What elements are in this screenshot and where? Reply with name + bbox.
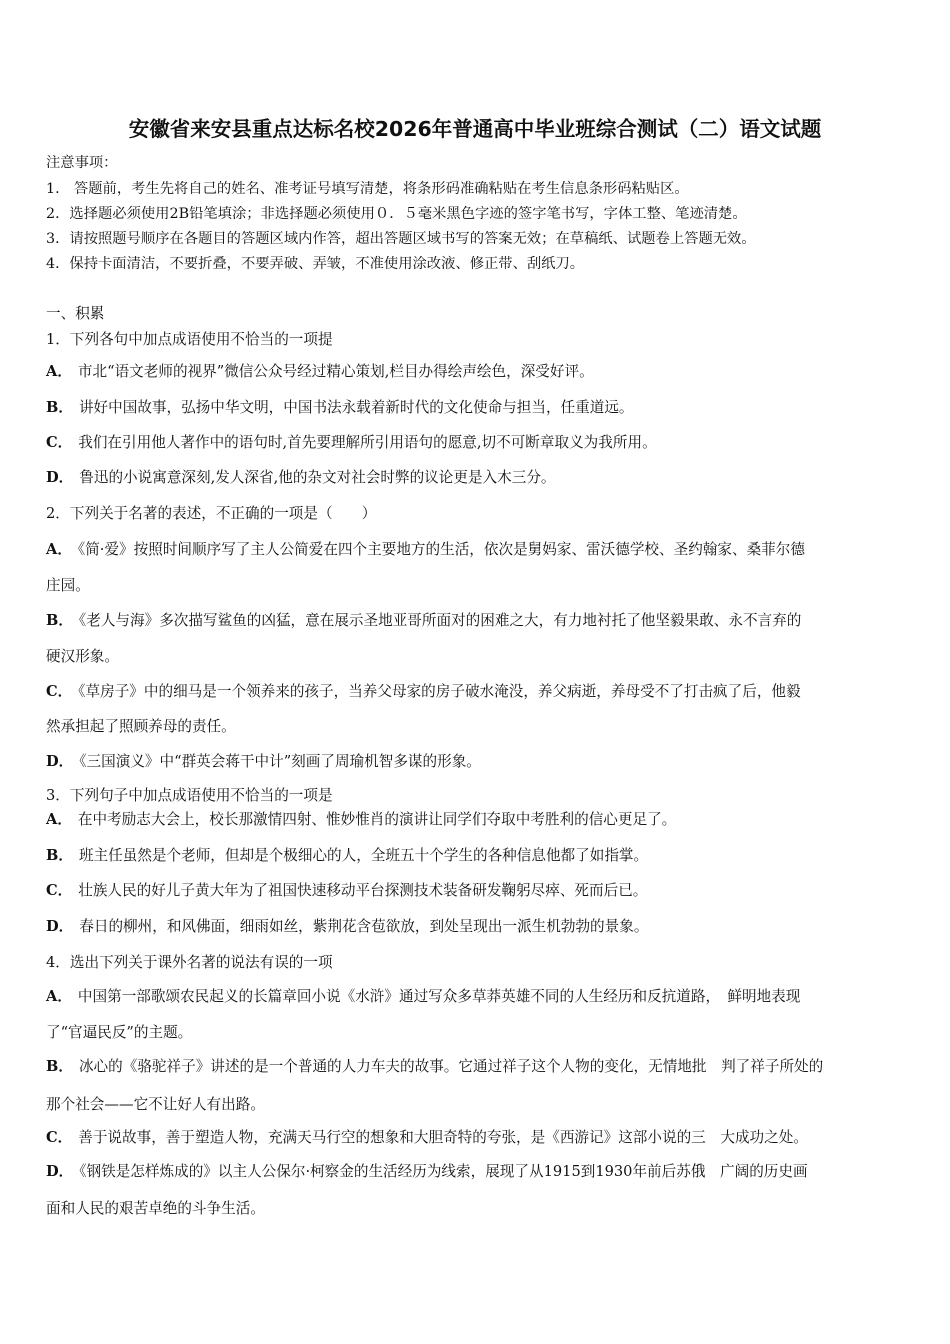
option-b	[46, 396, 916, 417]
question-stem: 3．下列句子中加点成语使用不恰当的一项是	[46, 787, 333, 804]
option-label: D．	[46, 753, 74, 770]
option-c	[46, 1126, 916, 1147]
option-b-continued: 硬汉形象。	[46, 648, 119, 665]
option-label: B．	[46, 399, 73, 416]
option-text: 我们在引用他人著作中的语句时,首先要理解所引用语句的愿意,切不可断章取义为我所用。	[78, 434, 657, 451]
option-text: 《草房子》中的细马是一个领养来的孩子，当养父母家的房子破水淹没，养父病逝，养母受不了打击疯了后，他毅	[78, 683, 801, 700]
option-a-continued: 了“官逼民反”的主题。	[46, 1024, 193, 1041]
notes-item: 1. 答题前，考生先将自己的姓名、准考证号填写清楚，将条形码准确粘贴在考生信息条形码粘贴区。	[46, 181, 689, 197]
option-label: B．	[46, 1058, 73, 1075]
option-text: 讲好中国故事，弘扬中华文明，中国书法永载着新时代的文化使命与担当，任重道远。	[78, 399, 634, 416]
option-label: D．	[46, 1163, 74, 1180]
option-a	[46, 538, 916, 559]
option-d	[46, 466, 916, 487]
notes-item: 4．保持卡面清洁，不要折叠，不要弄破、弄皱，不准使用涂改液、修正带、刮纸刀。	[46, 256, 585, 272]
question-stem: 4．选出下列关于课外名著的说法有误的一项	[46, 954, 333, 971]
option-text: 鲁迅的小说寓意深刻,发人深省,他的杂文对社会时弊的议论更是入木三分。	[79, 469, 556, 486]
option-b	[46, 1055, 916, 1076]
option-text: 市北“语文老师的视界”微信公众号经过精心策划,栏目办得绘声绘色，深受好评。	[77, 363, 594, 380]
option-label: A．	[46, 541, 72, 558]
option-text: 《老人与海》多次描写鲨鱼的凶猛，意在展示圣地亚哥所面对的困难之大，有力地衬托了他坚毅果敢、永不言弃的	[78, 612, 802, 629]
option-a	[46, 808, 916, 829]
option-a-continued: 庄园。	[46, 577, 90, 594]
option-d	[46, 1160, 916, 1181]
option-label: C．	[46, 434, 73, 451]
option-text: 壮族人民的好儿子黄大年为了祖国快速移动平台探测技术装备研发鞠躬尽瘁、死而后已。	[78, 882, 648, 899]
notes-heading: 注意事项：	[46, 155, 118, 171]
option-label: C．	[46, 683, 73, 700]
option-text: 冰心的《骆驼祥子》讲述的是一个普通的人力车夫的故事。它通过祥子这个人物的变化，无情地批 判了祥子所处的	[78, 1058, 824, 1075]
option-a	[46, 360, 916, 381]
option-a	[46, 985, 916, 1006]
option-c	[46, 879, 916, 900]
notes-item: 2．选择题必须使用2B铅笔填涂；非选择题必须使用０．５毫米黑色字迹的签字笔书写，字体工整、笔迹清楚。	[46, 206, 747, 222]
option-d	[46, 750, 916, 771]
option-d-continued: 面和人民的艰苦卓绝的斗争生活。	[46, 1200, 265, 1217]
option-text: 《简·爱》按照时间顺序写了主人公简爱在四个主要地方的生活，依次是舅妈家、雷沃德学校、圣约翰家、桑菲尔德	[77, 541, 805, 558]
option-b	[46, 844, 916, 865]
option-b-continued: 那个社会——它不让好人有出路。	[46, 1096, 265, 1113]
option-c	[46, 431, 916, 452]
option-text: 中国第一部歌颂农民起义的长篇章回小说《水浒》通过写众多草莽英雄不同的人生经历和反抗道路， 鲜明地表现	[77, 988, 801, 1005]
option-label: B．	[46, 847, 73, 864]
option-text: 在中考励志大会上，校长那激情四射、惟妙惟肖的演讲让同学们夺取中考胜利的信心更足了。	[77, 811, 677, 828]
option-label: A．	[46, 363, 72, 380]
option-b	[46, 609, 916, 630]
option-c	[46, 680, 916, 701]
option-d	[46, 915, 916, 936]
question-stem: 2．下列关于名著的表述，不正确的一项是（ ）	[46, 505, 377, 522]
option-text: 班主任虽然是个老师，但却是个极细心的人，全班五十个学生的各种信息他都了如指掌。	[78, 847, 649, 864]
option-label: D．	[46, 469, 74, 486]
notes-item: 3．请按照题号顺序在各题目的答题区域内作答，超出答题区域书写的答案无效；在草稿纸、试题卷上答题无效。	[46, 231, 756, 247]
page-title: 安徽省来安县重点达标名校2026年普通高中毕业班综合测试（二）语文试题	[128, 117, 822, 141]
option-label: B．	[46, 612, 73, 629]
option-c-continued: 然承担起了照顾养母的责任。	[46, 718, 236, 735]
option-text: 善于说故事，善于塑造人物，充满天马行空的想象和大胆奇特的夸张，是《西游记》这部小说的三 大成功之处。	[78, 1129, 808, 1146]
option-label: C．	[46, 882, 73, 899]
question-stem: 1．下列各句中加点成语使用不恰当的一项提	[46, 331, 333, 348]
option-text: 《钢铁是怎样炼成的》以主人公保尔·柯察金的生活经历为线索，展现了从1915到1930年前后苏俄 广阔的历史画	[79, 1163, 808, 1180]
option-label: C．	[46, 1129, 73, 1146]
option-text: 《三国演义》中“群英会蒋干中计”刻画了周瑜机智多谋的形象。	[79, 753, 481, 770]
option-text: 春日的柳州，和风佛面，细雨如丝，紫荆花含苞欲放，到处呈现出一派生机勃勃的景象。	[79, 918, 649, 935]
option-label: A．	[46, 988, 72, 1005]
section-heading: 一、积累	[46, 305, 105, 322]
option-label: A．	[46, 811, 72, 828]
option-label: D．	[46, 918, 74, 935]
